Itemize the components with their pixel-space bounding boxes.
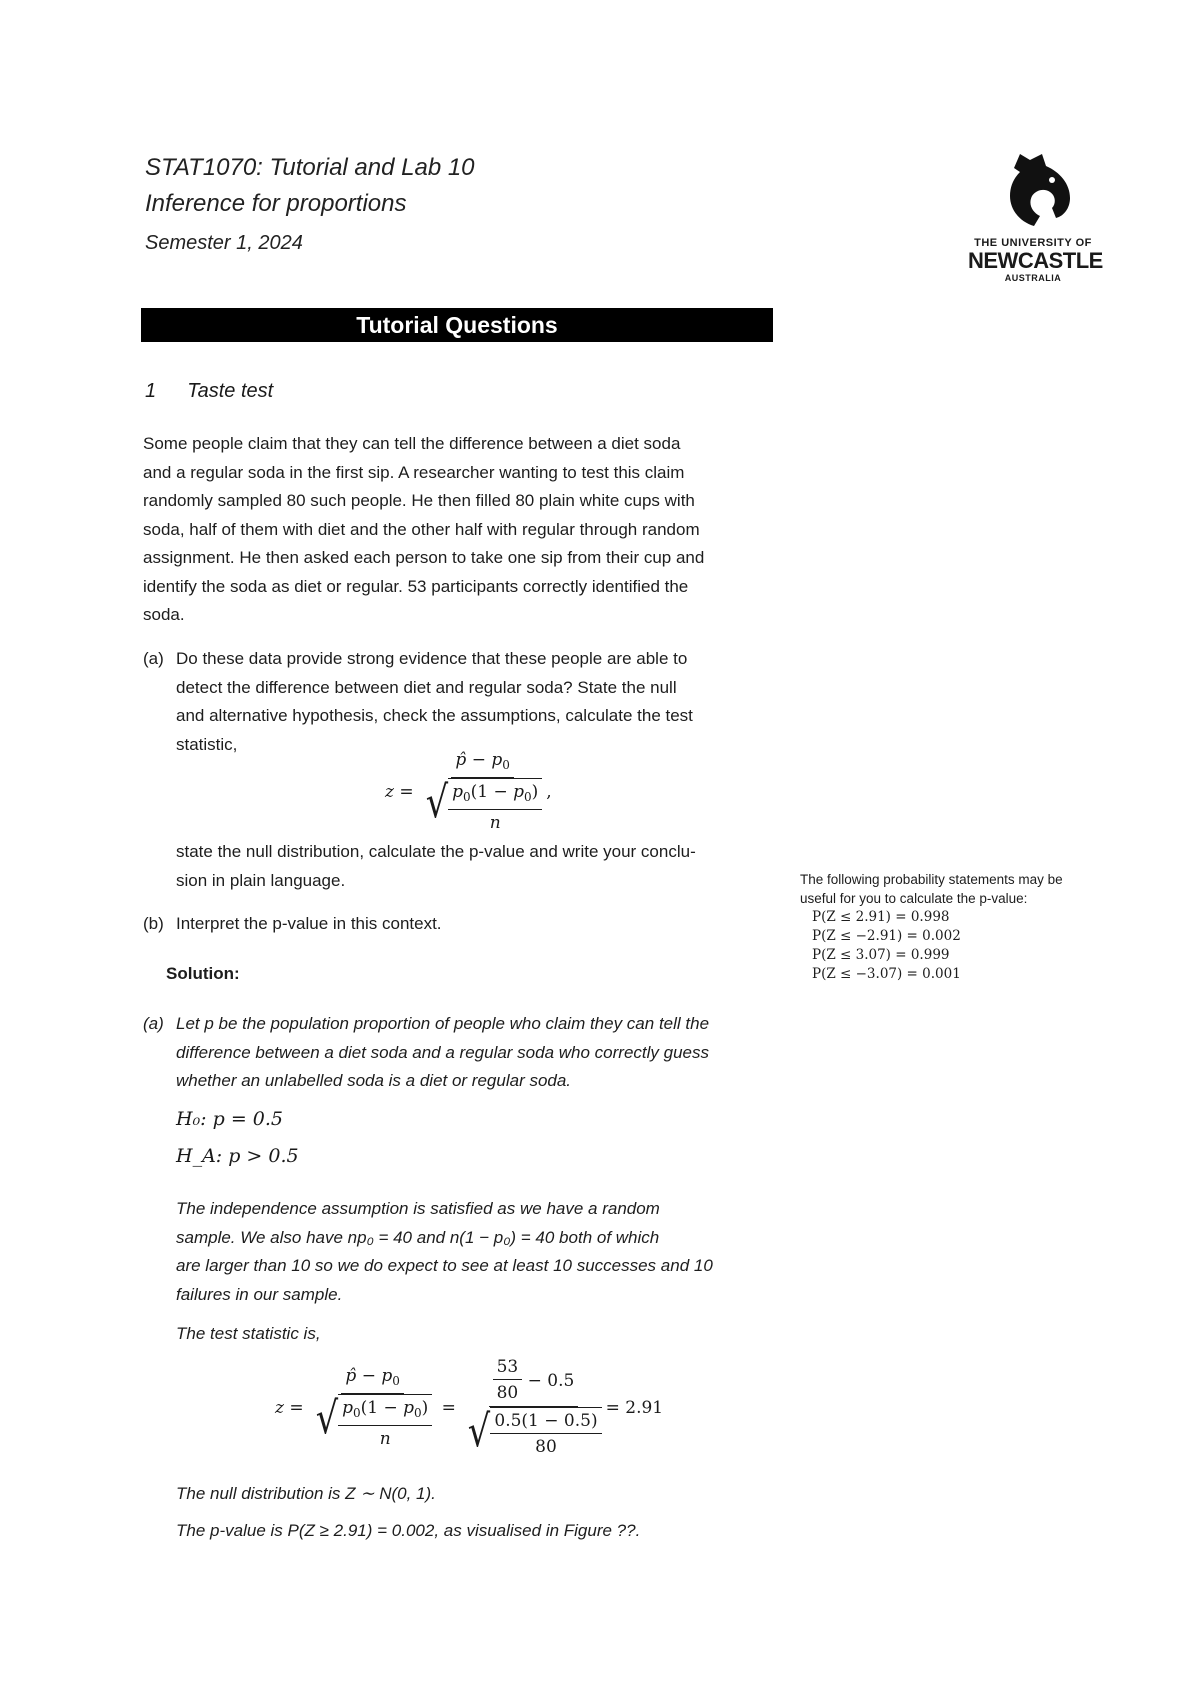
paragraph-line: soda. [143,605,185,624]
part-a-line: and alternative hypothesis, check the assumptions, calculate the test [176,706,693,725]
horse-head-icon [968,150,1098,230]
independence-line: The independence assumption is satisfied as we have a random [176,1199,660,1218]
probability-statement: P(Z ≤ −3.07) = 0.001 [812,966,961,982]
part-a-label: (a) [143,649,164,668]
paragraph-line: assignment. He then asked each person to take one sip from their cup and [143,548,705,567]
test-stat-intro: The test statistic is, [176,1324,321,1343]
question-number: 1 [145,380,157,402]
section-banner: Tutorial Questions [141,308,773,342]
question-paragraph [143,430,783,630]
test-stat-result: = 2.91 [605,1397,664,1418]
question-title: Taste test [187,380,274,402]
paragraph-line: randomly sampled 80 such people. He then filled 80 plain white cups with [143,491,695,510]
independence-line: sample. We also have np₀ = 40 and n(1 − p₀) = 40 both of which [176,1227,660,1247]
solution-intro-line: whether an unlabelled soda is a diet or regular soda. [176,1071,572,1090]
part-a-text [176,645,776,759]
part-a-line: detect the difference between diet and regular soda? State the null [176,677,677,697]
paragraph-line: and a regular soda in the first sip. A researcher wanting to test this claim [143,462,685,482]
university-logo [968,150,1103,283]
solution-intro-line: Let p be the population proportion of people who claim they can tell the [176,1014,710,1033]
sidebar-note [800,870,1100,984]
part-b-text: Interpret the p-value in this context. [176,914,442,933]
independence-line: are larger than 10 so we do expect to see at least 10 successes and 10 [176,1256,713,1275]
null-hypothesis: H₀: p = 0.5 [176,1108,284,1130]
sidebar-intro-line: useful for you to calculate the p-value: [800,891,1028,906]
part-a-line: Do these data provide strong evidence that these people are able to [176,649,688,668]
part-a-after-line: sion in plain language. [176,870,346,890]
paragraph-line: identify the soda as diet or regular. 53 participants correctly identified the [143,576,689,596]
sidebar-intro-line: The following probability statements may be [800,872,1063,887]
null-distribution-line: The null distribution is Z ∼ N(0, 1). [176,1484,436,1503]
semester-label: Semester 1, 2024 [145,232,303,254]
paragraph-line: Some people claim that they can tell the difference between a diet soda [143,434,681,453]
probability-statement: P(Z ≤ 3.07) = 0.999 [812,947,950,963]
paragraph-line: soda, half of them with diet and the other half with regular through random [143,519,700,539]
logo-line-3: AUSTRALIA [1004,273,1062,283]
solution-heading: Solution: [166,964,240,983]
part-a-line: statistic, [176,734,238,754]
independence-paragraph [176,1195,776,1309]
solution-a-intro [176,1010,776,1096]
part-b-label: (b) [143,914,164,933]
logo-line-1: THE UNIVERSITY OF [974,237,1092,249]
question-heading [145,380,273,403]
probability-statement: P(Z ≤ 2.91) = 0.998 [812,909,950,925]
part-a-after [176,838,776,895]
course-title: STAT1070: Tutorial and Lab 10 [145,154,475,181]
solution-a-label: (a) [143,1014,164,1033]
test-stat-computation: z = p̂ − $p_0$ √ $\frac{p_0(1 - p_0)}{n}$ = $\frac{53}{80}$ − 0.5 √ $\frac{0.5(1 - 0.5)}{80}$ = 2.91 [275,1355,663,1460]
probability-statement: P(Z ≤ −2.91) = 0.002 [812,928,961,944]
solution-intro-line: difference between a diet soda and a regular soda who correctly guess [176,1042,709,1062]
logo-line-2: NEWCASTLE [968,248,1103,273]
z-formula: z = p̂ − $p_0$ √ $\frac{p_0(1 - p_0)}{n}$ , [385,748,552,836]
part-a-after-line: state the null distribution, calculate the p-value and write your conclu- [176,842,696,861]
document-subtitle: Inference for proportions [145,190,407,217]
independence-line: failures in our sample. [176,1284,343,1304]
alternative-hypothesis: H_A: p > 0.5 [176,1145,299,1167]
pvalue-line: The p-value is P(Z ≥ 2.91) = 0.002, as visualised in Figure ??. [176,1521,641,1540]
